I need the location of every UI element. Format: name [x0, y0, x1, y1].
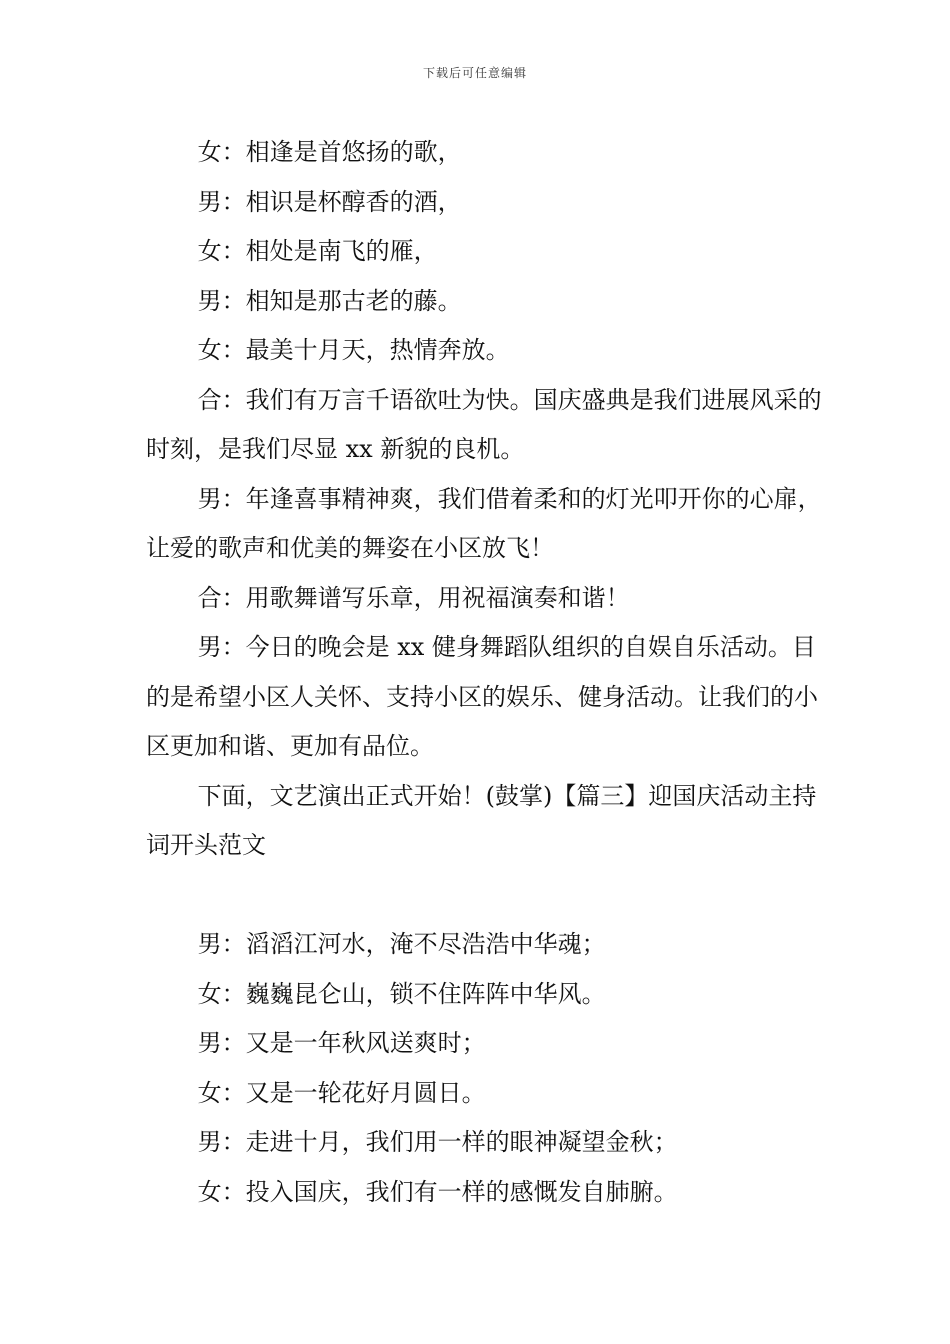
paragraph: 女：巍巍昆仑山，锁不住阵阵中华风。: [197, 979, 606, 1008]
paragraph: 女：又是一轮花好月圆日。: [197, 1078, 486, 1107]
paragraph: 下面，文艺演出正式开始！(鼓掌)【篇三】迎国庆活动主持词开头范文: [146, 781, 817, 859]
paragraph: 男：滔滔江河水，淹不尽浩浩中华魂；: [197, 930, 606, 958]
paragraph: 合：我们有万言千语欲吐为快。国庆盛典是我们进展风采的时刻，是我们尽显 xx 新貌的良机。: [146, 385, 822, 463]
paragraph: 女：投入国庆，我们有一样的感慨发自肺腑。: [197, 1177, 678, 1206]
blank-line: [146, 871, 826, 921]
paragraph: 合：用歌舞谱写乐章，用祝福演奏和谐！: [197, 583, 630, 612]
paragraph: 男：年逢喜事精神爽，我们借着柔和的灯光叩开你的心扉，让爱的歌声和优美的舞姿在小区放飞！: [146, 484, 822, 562]
paragraph: 男：今日的晚会是 xx 健身舞蹈队组织的自娱自乐活动。目的是希望小区人关怀、支持小区的娱乐、健身活动。让我们的小区更加和谐、更加有品位。: [146, 633, 818, 760]
paragraph: 男：相识是杯醇香的酒，: [197, 187, 462, 216]
paragraph: 男：相知是那古老的藤。: [197, 286, 462, 315]
paragraph: 女：相逢是首悠扬的歌，: [197, 138, 462, 166]
paragraph: 男：又是一年秋风送爽时；: [197, 1029, 486, 1057]
paragraph: 男：走进十月，我们用一样的眼神凝望金秋；: [197, 1128, 678, 1156]
document-body: [146, 128, 826, 1217]
paragraph: 女：最美十月天，热情奔放。: [197, 336, 510, 364]
paragraph: 女：相处是南飞的雁，: [197, 237, 438, 265]
page-header: 下载后可任意编辑: [422, 66, 527, 80]
